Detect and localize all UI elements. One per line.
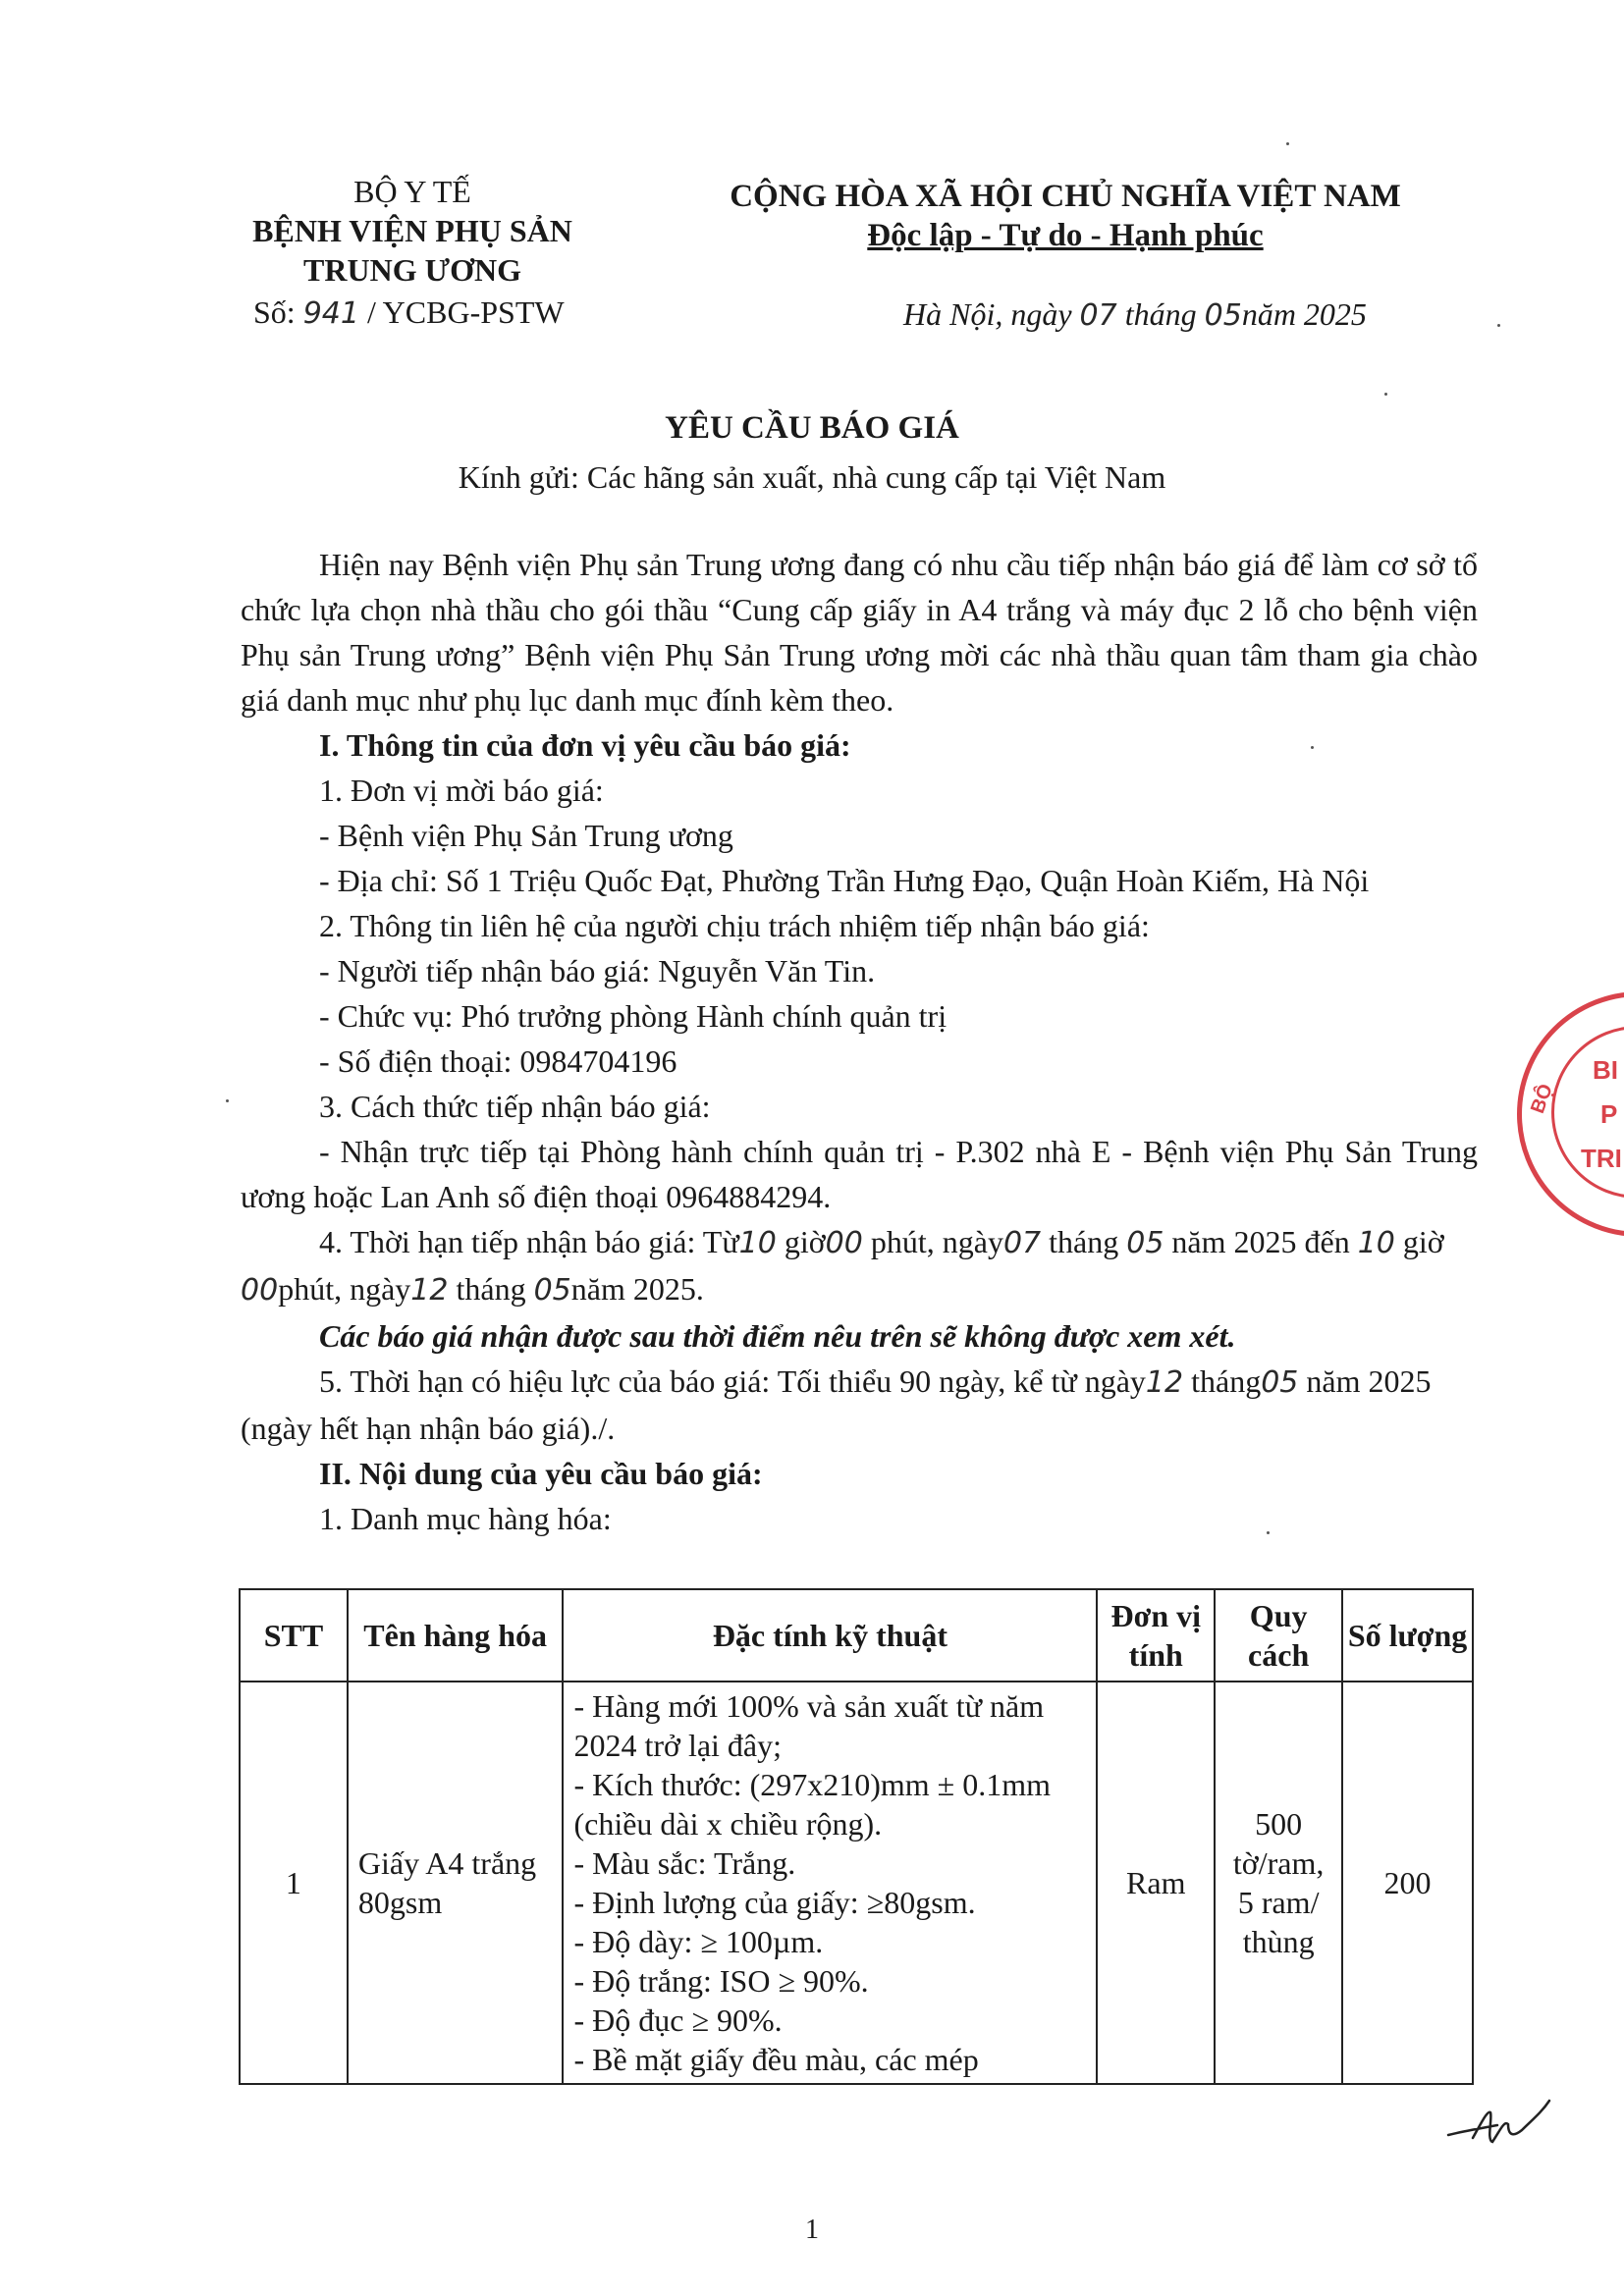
header-unit: Đơn vị tính [1097,1589,1215,1682]
section1-item2-c: - Số điện thoại: 0984704196 [319,1043,677,1079]
item4-hour-start: 10 [738,1226,777,1260]
item5-text: năm 2025 (ngày hết hạn nhận báo giá)./. [241,1363,1432,1446]
header-packing: Quy cách [1215,1589,1342,1682]
spec-line: - Độ đục ≥ 90%. [573,2002,783,2038]
item4-day-start: 07 [1002,1226,1042,1260]
document-body [241,542,1478,1541]
header-name: Tên hàng hóa [348,1589,564,1682]
date-prefix: Hà Nội, ngày [903,296,1072,332]
item4-text: tháng [1049,1224,1119,1259]
item4-minute-end: 00 [241,1273,279,1308]
item5-prefix: 5. Thời hạn có hiệu lực của báo giá: Tối thiểu 90 ngày, kể từ ngày [319,1363,1146,1399]
issuer-block [206,172,619,290]
initials-signature [1443,2091,1561,2160]
scan-speck [1384,393,1387,396]
item4-prefix: 4. Thời hạn tiếp nhận báo giá: Từ [319,1224,739,1259]
item4-text: năm 2025. [570,1271,704,1307]
hospital-name-line2: TRUNG ƯƠNG [303,252,521,288]
section1-item2-b: - Chức vụ: Phó trưởng phòng Hành chính quản trị [319,998,947,1034]
header-specs: Đặc tính kỹ thuật [563,1589,1097,1682]
scan-speck [1286,142,1289,145]
date-month: 05 [1204,298,1242,333]
table-header-row [240,1589,1473,1682]
item4-text: năm 2025 đến [1171,1224,1350,1259]
seal-text: TRI [1581,1144,1622,1173]
ministry-name: BỘ Y TẾ [353,174,471,209]
national-header [722,177,1409,255]
spec-line: - Màu sắc: Trắng. [573,1845,796,1881]
header-qty: Số lượng [1342,1589,1473,1682]
section1-item3-a: - Nhận trực tiếp tại Phòng hành chính quản trị - P.302 nhà E - Bệnh viện Phụ Sản Trung ương hoặc Lan Anh số điện thoại 0964884294. [241,1134,1478,1214]
date-day: 07 [1079,298,1117,333]
item4-month-start: 05 [1126,1226,1164,1260]
spec-line: - Bề mặt giấy đều màu, các mép [573,2042,979,2077]
scan-speck [1497,324,1500,327]
seal-text: BỘ [1527,1081,1557,1117]
item4-text: tháng [456,1271,526,1307]
cell-name: Giấy A4 trắng 80gsm [348,1682,564,2084]
section1-item4 [241,1219,1478,1313]
item4-text: giờ [1402,1224,1444,1259]
item4-month-end: 05 [533,1273,571,1308]
date-month-label: tháng [1124,296,1197,332]
item5-text: tháng [1191,1363,1262,1399]
section1-item1-a: - Bệnh viện Phụ Sản Trung ương [319,818,733,853]
seal-text: BI [1593,1055,1618,1085]
spec-line: - Kích thước: (297x210)mm ± 0.1mm (chiều dài x chiều rộng). [573,1767,1052,1842]
scan-speck [226,1099,229,1102]
so-suffix: / YCBG-PSTW [366,294,565,330]
goods-table [239,1588,1474,2085]
page-number: 1 [805,2215,819,2245]
section1-item1-b: - Địa chỉ: Số 1 Triệu Quốc Đạt, Phường Trần Hưng Đạo, Quận Hoàn Kiếm, Hà Nội [319,863,1370,898]
item4-day-end: 12 [410,1273,449,1308]
section1-item2-a: - Người tiếp nhận báo giá: Nguyễn Văn Tin. [319,953,876,988]
document-title: YÊU CẦU BÁO GIÁ [665,410,959,446]
scan-speck [1311,746,1314,749]
date-line [903,296,1367,333]
recipient-line: Kính gửi: Các hãng sản xuất, nhà cung cấp tại Việt Nam [458,459,1166,495]
cell-specs [563,1682,1097,2084]
item4-hour-end: 10 [1357,1226,1395,1260]
section1-item2: 2. Thông tin liên hệ của người chịu trách nhiệm tiếp nhận báo giá: [319,908,1150,943]
section1-item5 [241,1359,1478,1451]
spec-line: - Độ trắng: ISO ≥ 90%. [573,1963,869,1999]
spec-line: - Hàng mới 100% và sản xuất từ năm 2024 trở lại đây; [573,1688,1045,1763]
header-stt: STT [240,1589,348,1682]
cell-stt: 1 [240,1682,348,2084]
section1-item1: 1. Đơn vị mời báo giá: [319,773,604,808]
spec-line: - Độ dày: ≥ 100µm. [573,1924,824,1959]
document-number [253,294,565,331]
deadline-warning: Các báo giá nhận được sau thời điểm nêu trên sẽ không được xem xét. [319,1318,1236,1354]
section1-item3: 3. Cách thức tiếp nhận báo giá: [319,1089,711,1124]
item5-month: 05 [1261,1365,1299,1400]
item4-text: phút, ngày [278,1271,411,1307]
item4-text: phút, ngày [870,1224,1003,1259]
cell-qty: 200 [1342,1682,1473,2084]
item4-minute-start: 00 [825,1226,863,1260]
country-name: CỘNG HÒA XÃ HỘI CHỦ NGHĨA VIỆT NAM [730,179,1401,214]
scan-speck [1267,1531,1270,1534]
seal-text: P [1600,1099,1618,1129]
intro-paragraph: Hiện nay Bệnh viện Phụ sản Trung ương đang có nhu cầu tiếp nhận báo giá để làm cơ sở tổ chức lựa chọn nhà thầu cho gói thầu “Cung cấp giấy in A4 trắng và máy đục 2 lỗ cho bệnh viện Phụ sản Trung ương” Bệnh viện Phụ Sản Trung ương mời các nhà thầu quan tâm tham gia chào giá danh mục như phụ lục danh mục đính kèm theo. [241,547,1478,718]
section1-heading: I. Thông tin của đơn vị yêu cầu báo giá: [319,727,851,763]
so-number-handwritten: 941 [302,296,359,331]
table-row [240,1682,1473,2084]
section2-item1: 1. Danh mục hàng hóa: [319,1501,612,1536]
date-year: năm 2025 [1241,296,1367,332]
national-motto: Độc lập - Tự do - Hạnh phúc [867,218,1264,253]
section2-heading: II. Nội dung của yêu cầu báo giá: [319,1456,763,1491]
item5-day: 12 [1145,1365,1184,1400]
hospital-name-line1: BỆNH VIỆN PHỤ SẢN [252,213,572,248]
cell-packing: 500 tờ/ram, 5 ram/ thùng [1215,1682,1342,2084]
spec-line: - Định lượng của giấy: ≥80gsm. [573,1885,976,1920]
cell-unit: Ram [1097,1682,1215,2084]
item4-text: giờ [784,1224,826,1259]
so-label: Số: [253,294,296,330]
